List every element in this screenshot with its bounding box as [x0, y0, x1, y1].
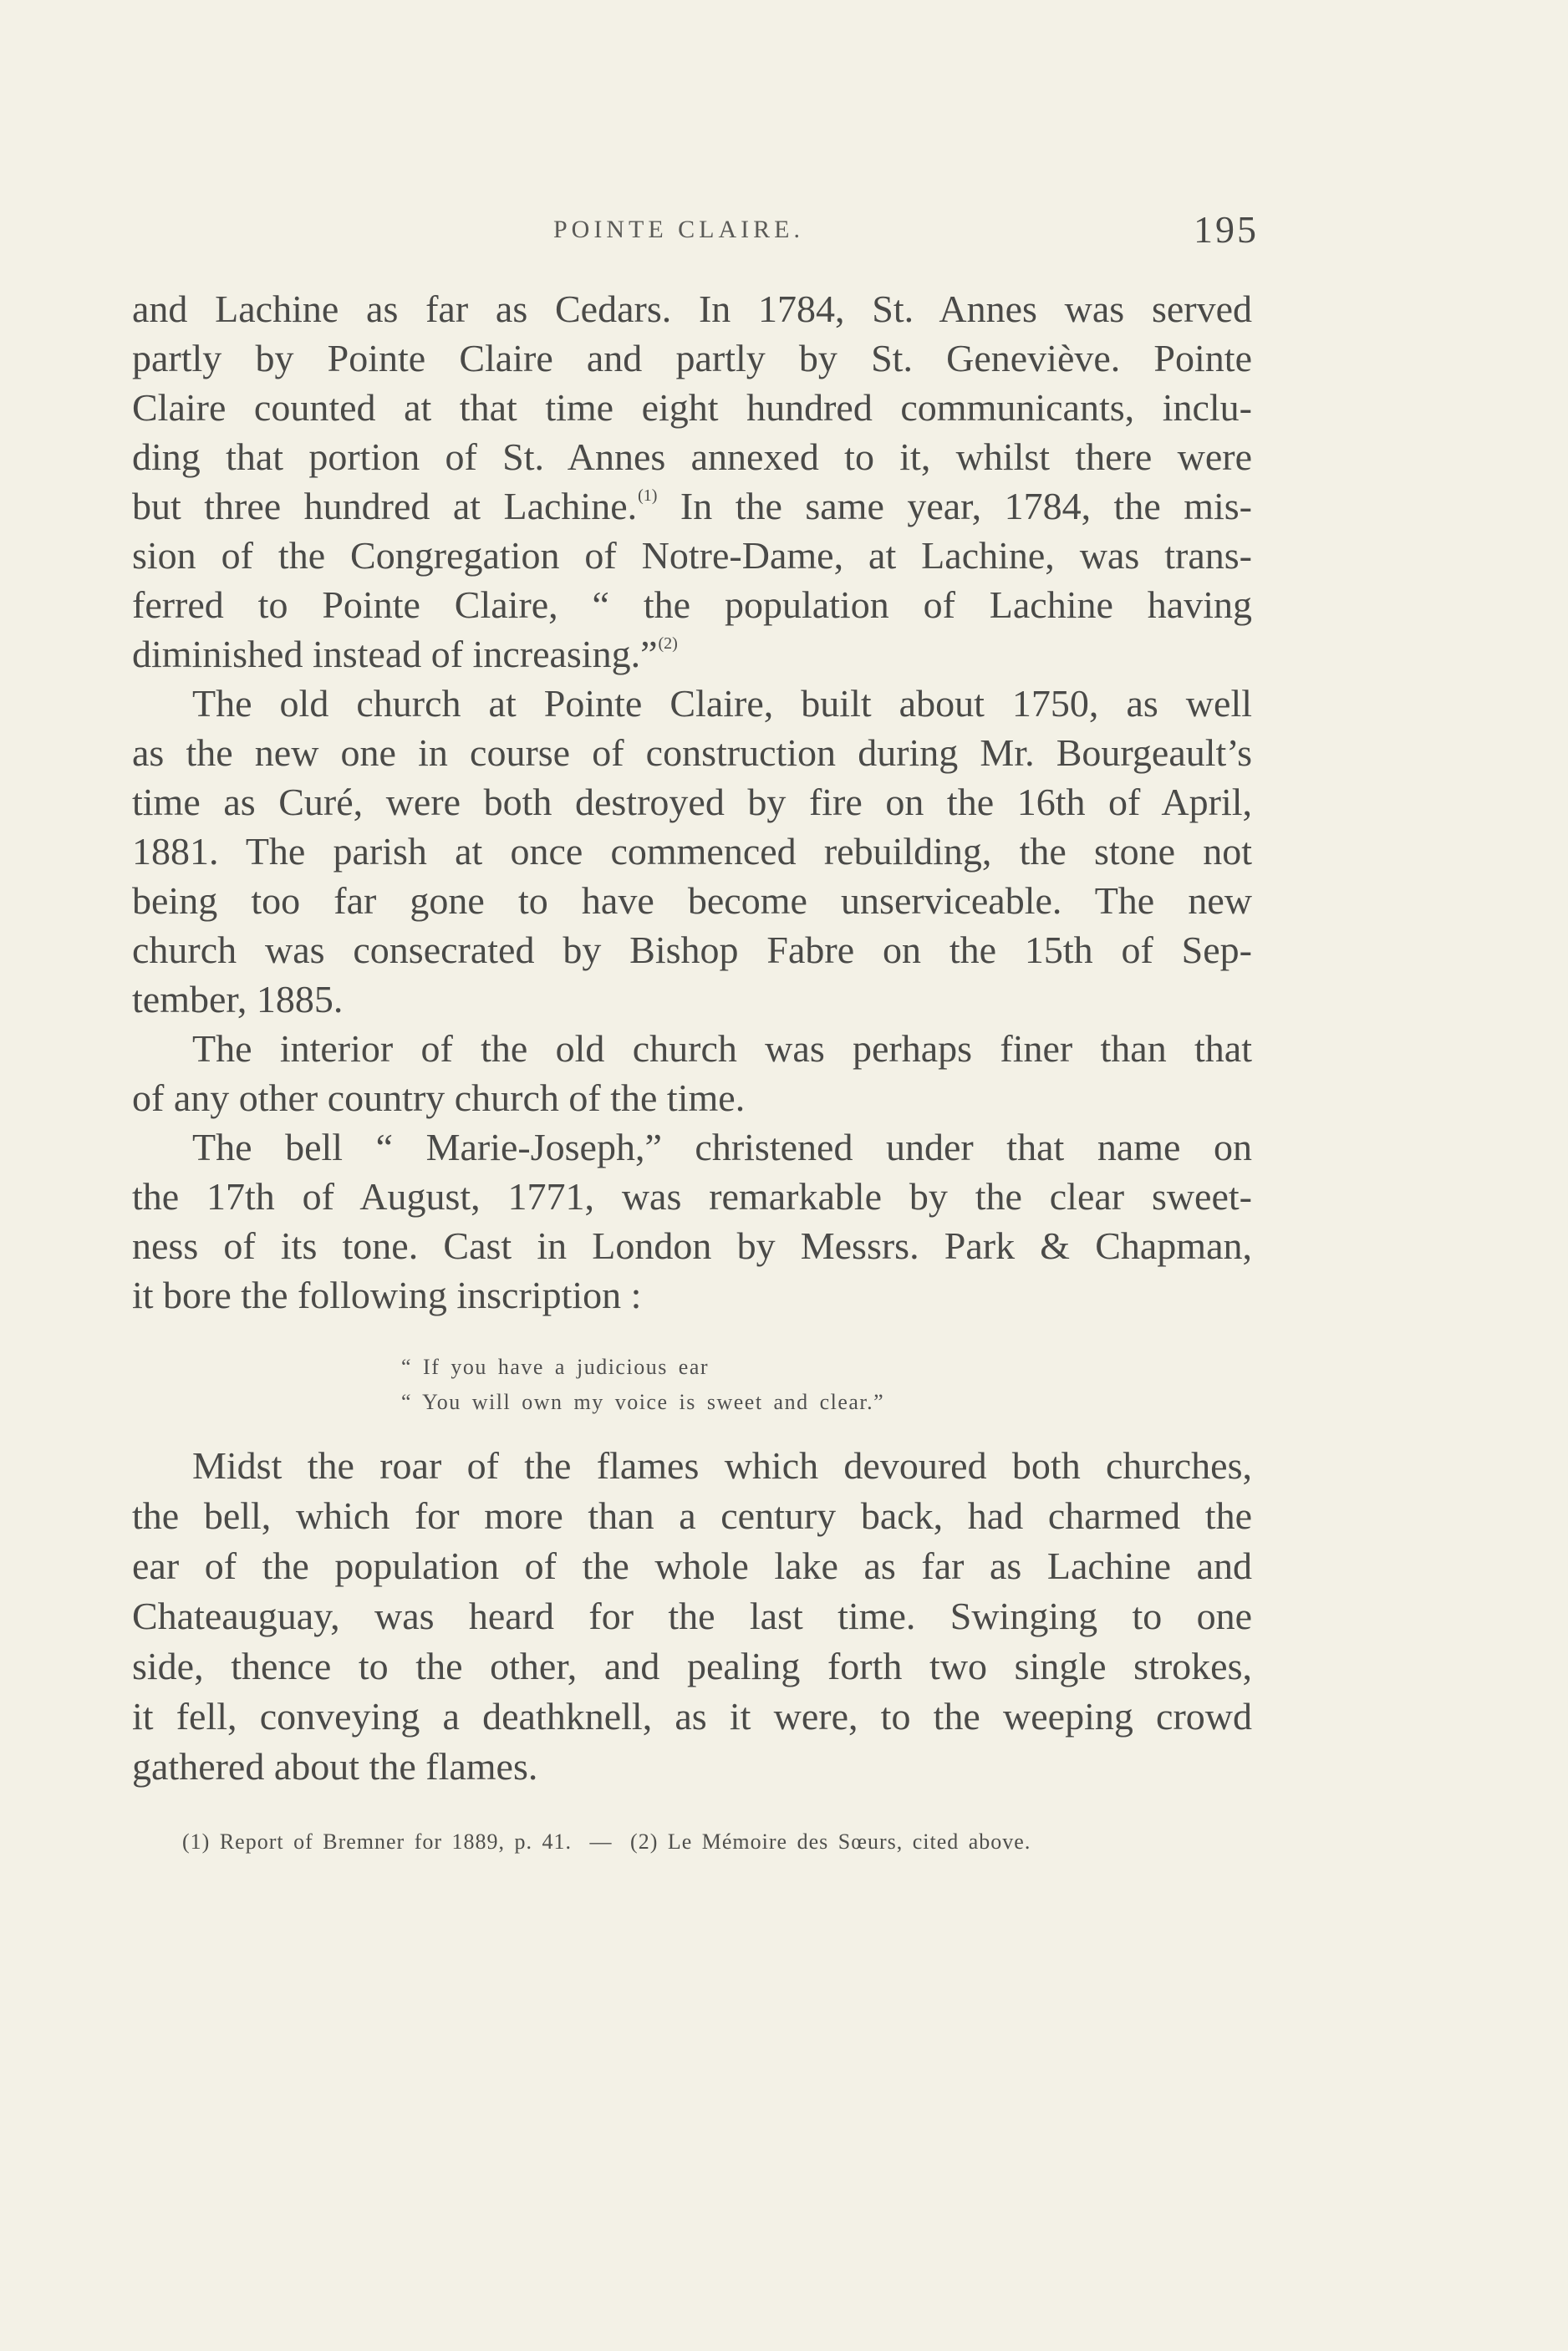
body-text	[132, 284, 1252, 1320]
text-line: and Lachine as far as Cedars. In 1784, St. Annes was served	[132, 288, 1252, 330]
paragraph-line: church was consecrated by Bishop Fabre on the 15th of Sep-	[132, 929, 1252, 971]
paragraph-line: tember, 1885.	[132, 978, 344, 1020]
inscription-line: “ If you have a judicious ear	[401, 1355, 710, 1379]
footnote-ref-1: (1)	[638, 486, 658, 505]
text-line: sion of the Congregation of Notre-Dame, at Lachine, was trans-	[132, 534, 1252, 577]
paragraph-line: it bore the following inscription :	[132, 1274, 642, 1316]
text-line: partly by Pointe Claire and partly by St. Geneviève. Pointe	[132, 337, 1252, 379]
paragraph-line: time as Curé, were both destroyed by fire on the 16th of April,	[132, 781, 1252, 823]
text-line	[132, 629, 1252, 679]
text-fragment: but three hundred at Lachine.	[132, 485, 638, 527]
paragraph-line: The bell “ Marie-Joseph,” christened under that name on	[192, 1126, 1252, 1168]
paragraph-line: Chateauguay, was heard for the last time. Swinging to one	[132, 1595, 1252, 1637]
paragraph-line: the 17th of August, 1771, was remarkable by the clear sweet-	[132, 1175, 1252, 1218]
paragraph-line: gathered about the flames.	[132, 1745, 538, 1788]
footnote-2: (2) Le Mémoire des Sœurs, cited above.	[630, 1829, 1031, 1854]
paragraph-line: ness of its tone. Cast in London by Messrs. Park & Chapman,	[132, 1224, 1252, 1267]
text-line: ding that portion of St. Annes annexed to it, whilst there were	[132, 435, 1252, 478]
paragraph-line: as the new one in course of construction during Mr. Bourgeault’s	[132, 731, 1252, 774]
paragraph-line: it fell, conveying a deathknell, as it were, to the weeping crowd	[132, 1695, 1252, 1738]
paragraph-line: side, thence to the other, and pealing forth two single strokes,	[132, 1645, 1252, 1687]
footnote-separator: —	[589, 1829, 613, 1854]
text-fragment: diminished instead of increasing.”	[132, 633, 658, 675]
footnotes	[182, 1827, 1031, 1857]
text-fragment: In the same year, 1784, the mis-	[657, 485, 1252, 527]
bell-inscription	[401, 1350, 1036, 1420]
paragraph-line: 1881. The parish at once commenced rebuilding, the stone not	[132, 830, 1252, 873]
running-head	[0, 208, 1568, 257]
footnote-1: (1) Report of Bremner for 1889, p. 41.	[182, 1829, 573, 1854]
inscription-line: “ You will own my voice is sweet and clear.”	[401, 1390, 885, 1414]
paragraph-line: of any other country church of the time.	[132, 1076, 746, 1119]
footnote-ref-2: (2)	[658, 634, 678, 653]
paragraph-line: The interior of the old church was perhaps finer than that	[192, 1027, 1252, 1070]
paragraph-line: the bell, which for more than a century back, had charmed the	[132, 1494, 1252, 1537]
paragraph-line: ear of the population of the whole lake as far as Lachine and	[132, 1544, 1252, 1587]
running-title: POINTE CLAIRE.	[553, 216, 804, 243]
text-line: ferred to Pointe Claire, “ the population of Lachine having	[132, 583, 1252, 626]
paragraph-line: being too far gone to have become unserviceable. The new	[132, 879, 1252, 922]
paragraph-line: The old church at Pointe Claire, built about 1750, as well	[192, 682, 1252, 725]
text-line	[132, 481, 1252, 531]
text-line: Claire counted at that time eight hundred communicants, inclu-	[132, 386, 1252, 429]
body-text-continued	[132, 1441, 1252, 1792]
paragraph-line: Midst the roar of the flames which devoured both churches,	[192, 1444, 1252, 1487]
page-number: 195	[1194, 208, 1259, 251]
